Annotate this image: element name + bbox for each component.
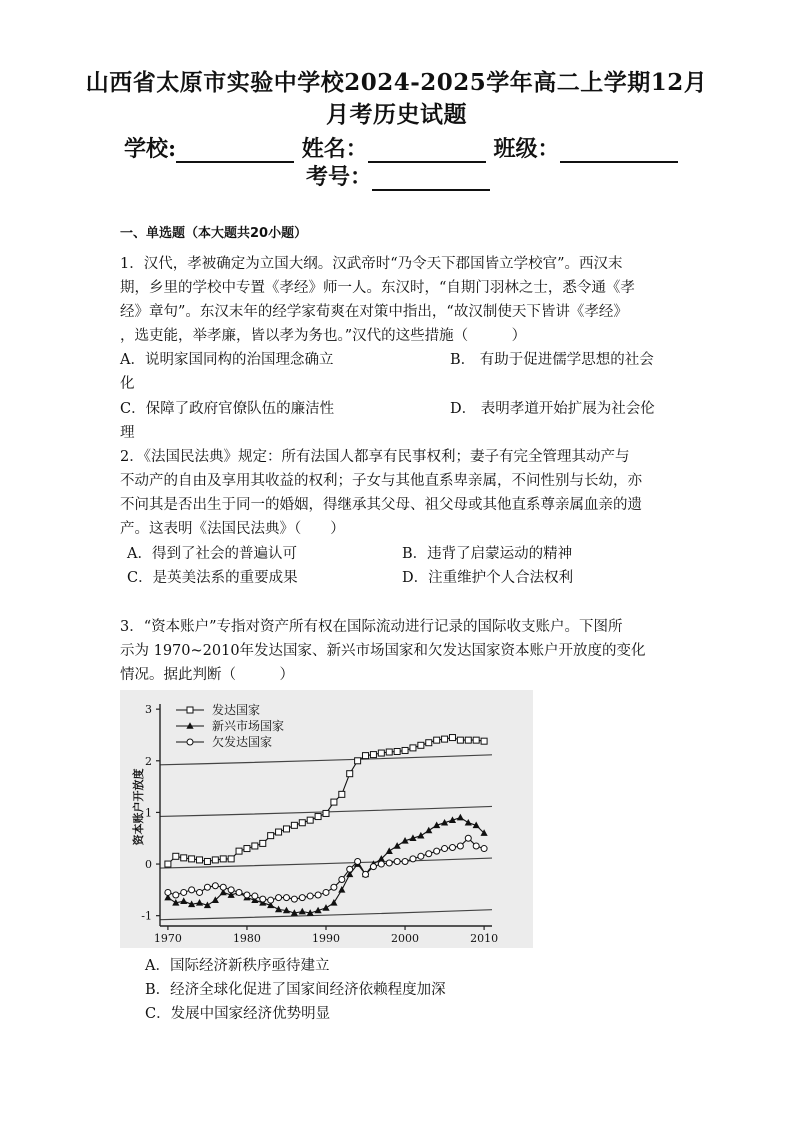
data-point (370, 864, 376, 870)
data-point (465, 737, 471, 743)
data-point (418, 853, 424, 859)
data-point (228, 856, 234, 862)
legend-label: 发达国家 (212, 703, 261, 717)
data-point (283, 895, 289, 901)
legend-label: 欠发达国家 (212, 735, 273, 749)
data-point (228, 887, 234, 893)
series-group (165, 735, 487, 867)
question-2 (120, 445, 676, 541)
data-point (473, 737, 479, 743)
student-info-row (124, 132, 678, 163)
data-point (181, 889, 187, 895)
data-point (418, 742, 424, 748)
data-point (394, 748, 400, 754)
series-group (165, 835, 487, 903)
legend-label: 新兴市场国家 (212, 719, 285, 733)
data-point (197, 889, 203, 895)
data-point (347, 866, 353, 872)
question-1-line: 经》章句”。东汉末年的经学家荀爽在对策中指出，“故汉制使天下皆讲《孝经》 (120, 304, 628, 320)
data-point (386, 860, 392, 866)
data-point (331, 884, 337, 890)
data-point (212, 857, 218, 863)
data-point (212, 883, 218, 889)
data-point (410, 745, 416, 751)
data-point (457, 814, 464, 821)
y-tick-label: 3 (145, 703, 152, 717)
data-point (244, 892, 250, 898)
data-point (187, 739, 193, 745)
data-point (339, 791, 345, 797)
data-point (465, 819, 472, 826)
q2-option-a: A．得到了社会的普遍认可 (127, 546, 297, 562)
capital-account-chart (120, 690, 533, 948)
q1-option-d-cont: 理 (120, 425, 135, 441)
series-group (164, 814, 487, 916)
data-point (252, 843, 258, 849)
data-point (204, 884, 210, 890)
q3-option-c: C．发展中国家经济优势明显 (145, 1006, 331, 1022)
data-point (244, 846, 250, 852)
data-point (465, 835, 471, 841)
q1-option-c: C．保障了政府官僚队伍的廉洁性 (120, 401, 335, 417)
question-1-line: ，选吏能，举孝廉，皆以孝为务也。”汉代的这些措施（ ） (120, 328, 527, 344)
data-point (291, 822, 297, 828)
question-1 (120, 252, 676, 348)
data-point (394, 842, 401, 849)
q1-option-b-cont: 化 (120, 376, 135, 392)
data-point (473, 843, 479, 849)
data-point (370, 752, 376, 758)
question-3-line: 3．“资本账户”专指对资产所有权在国际流动进行记录的国际收支账户。下图所 (120, 619, 623, 635)
data-point (323, 889, 329, 895)
data-point (330, 899, 337, 906)
data-point (197, 857, 203, 863)
q1-option-a: A．说明家国同构的治国理念确立 (120, 352, 334, 368)
data-point (260, 896, 266, 902)
data-point (402, 858, 408, 864)
question-2-line: 2．《法国民法典》规定：所有法国人都享有民事权利；妻子有完全管理其动产与 (120, 449, 630, 465)
data-point (402, 747, 408, 753)
q1-option-b: B． 有助于促进儒学思想的社会 (450, 352, 654, 368)
id-blank (372, 165, 490, 191)
data-point (196, 899, 203, 906)
data-point (481, 738, 487, 744)
q3-option-b: B．经济全球化促进了国家间经济依赖程度加深 (145, 982, 446, 998)
data-point (331, 799, 337, 805)
data-point (165, 889, 171, 895)
data-point (268, 833, 274, 839)
data-point (299, 895, 305, 901)
data-point (410, 856, 416, 862)
data-point (457, 843, 463, 849)
data-point (276, 895, 282, 901)
data-point (189, 856, 195, 862)
data-point (386, 847, 393, 854)
data-point (165, 861, 171, 867)
x-tick-label: 2010 (470, 932, 499, 945)
data-point (339, 877, 345, 883)
y-tick-label: -1 (141, 909, 152, 923)
school-label: 学校: (124, 136, 177, 162)
data-point (363, 871, 369, 877)
id-label: 考号： (306, 164, 373, 190)
data-point (307, 893, 313, 899)
y-tick-label: 1 (145, 806, 152, 820)
exam-title-line2: 月考历史试题 (326, 101, 467, 128)
data-point (425, 827, 432, 834)
q1-option-d: D． 表明孝道开始扩展为社会伦 (450, 401, 655, 417)
data-point (189, 887, 195, 893)
data-point (363, 753, 369, 759)
data-point (434, 848, 440, 854)
chart-legend (176, 702, 284, 749)
data-point (355, 858, 361, 864)
data-point (173, 892, 179, 898)
exam-title-line1: 山西省太原市实验中学校2024-2025学年高二上学期12月 (85, 69, 708, 96)
data-point (386, 749, 392, 755)
data-point (394, 858, 400, 864)
data-point (283, 826, 289, 832)
gridline (160, 910, 492, 920)
data-point (173, 853, 179, 859)
q2-option-b: B．违背了启蒙运动的精神 (402, 546, 573, 562)
data-point (181, 855, 187, 861)
data-point (457, 737, 463, 743)
data-point (220, 884, 226, 890)
school-blank (176, 137, 294, 163)
y-tick-label: 0 (145, 858, 152, 872)
x-tick-label: 2000 (391, 932, 420, 945)
question-3-line: 示为 1970~2010年发达国家、新兴市场国家和欠发达国家资本账户开放度的变化 (120, 643, 646, 659)
data-point (180, 897, 187, 904)
data-point (442, 736, 448, 742)
series-layer (164, 735, 487, 916)
data-point (299, 820, 305, 826)
data-point (449, 845, 455, 851)
data-point (187, 707, 193, 713)
question-3 (120, 615, 676, 687)
question-2-line: 产。这表明《法国民法典》（ ） (120, 521, 345, 537)
x-tick-label: 1990 (312, 932, 340, 945)
x-tick-label: 1980 (232, 932, 261, 945)
data-point (449, 735, 455, 741)
x-tick-label: 1970 (153, 932, 182, 945)
data-point (299, 908, 306, 915)
chart-svg (120, 690, 533, 948)
data-point (276, 829, 282, 835)
data-point (315, 814, 321, 820)
y-tick-label: 2 (145, 754, 152, 768)
question-2-line: 不动产的自由及享用其收益的权利；子女与其他直系卑亲属，不问性别与长幼，亦 (120, 473, 642, 489)
gridline (160, 755, 492, 765)
data-point (236, 889, 242, 895)
class-label: 班级： (493, 136, 560, 162)
name-label: 姓名： (301, 136, 368, 162)
question-3-line: 情况。据此判断（ ） (120, 667, 294, 683)
data-point (442, 846, 448, 852)
data-point (347, 771, 353, 777)
data-point (322, 904, 329, 911)
data-point (315, 892, 321, 898)
data-point (307, 817, 313, 823)
q2-option-d: D．注重维护个人合法权利 (402, 570, 574, 586)
question-1-line: 期，乡里的学校中专置《孝经》师一人。东汉时，“自期门羽林之士，悉令通《孝 (120, 280, 635, 296)
data-point (378, 750, 384, 756)
data-point (378, 861, 384, 867)
student-id-row (306, 160, 490, 191)
data-point (426, 740, 432, 746)
data-point (434, 737, 440, 743)
data-point (481, 846, 487, 852)
class-blank (560, 137, 678, 163)
data-point (220, 856, 226, 862)
data-point (426, 851, 432, 857)
q3-option-a: A．国际经济新秩序亟待建立 (145, 958, 330, 974)
data-point (236, 848, 242, 854)
data-point (204, 858, 210, 864)
question-2-line: 不问其是否出生于同一的婚姻，得继承其父母、祖父母或其他直系尊亲属血亲的遗 (120, 497, 642, 513)
data-point (417, 832, 424, 839)
data-point (323, 810, 329, 816)
section-title: 一、单选题（本大题共20小题） (120, 226, 308, 241)
data-point (252, 893, 258, 899)
data-point (355, 758, 361, 764)
question-1-line: 1．汉代，孝被确定为立国大纲。汉武帝时“乃令天下郡国皆立学校官”。西汉末 (120, 256, 623, 272)
data-point (275, 906, 282, 913)
data-point (260, 840, 266, 846)
data-point (268, 897, 274, 903)
y-axis-label: 资本账户开放度 (132, 768, 145, 846)
data-point (291, 896, 297, 902)
q2-option-c: C．是英美法系的重要成果 (127, 570, 298, 586)
data-point (338, 886, 345, 893)
